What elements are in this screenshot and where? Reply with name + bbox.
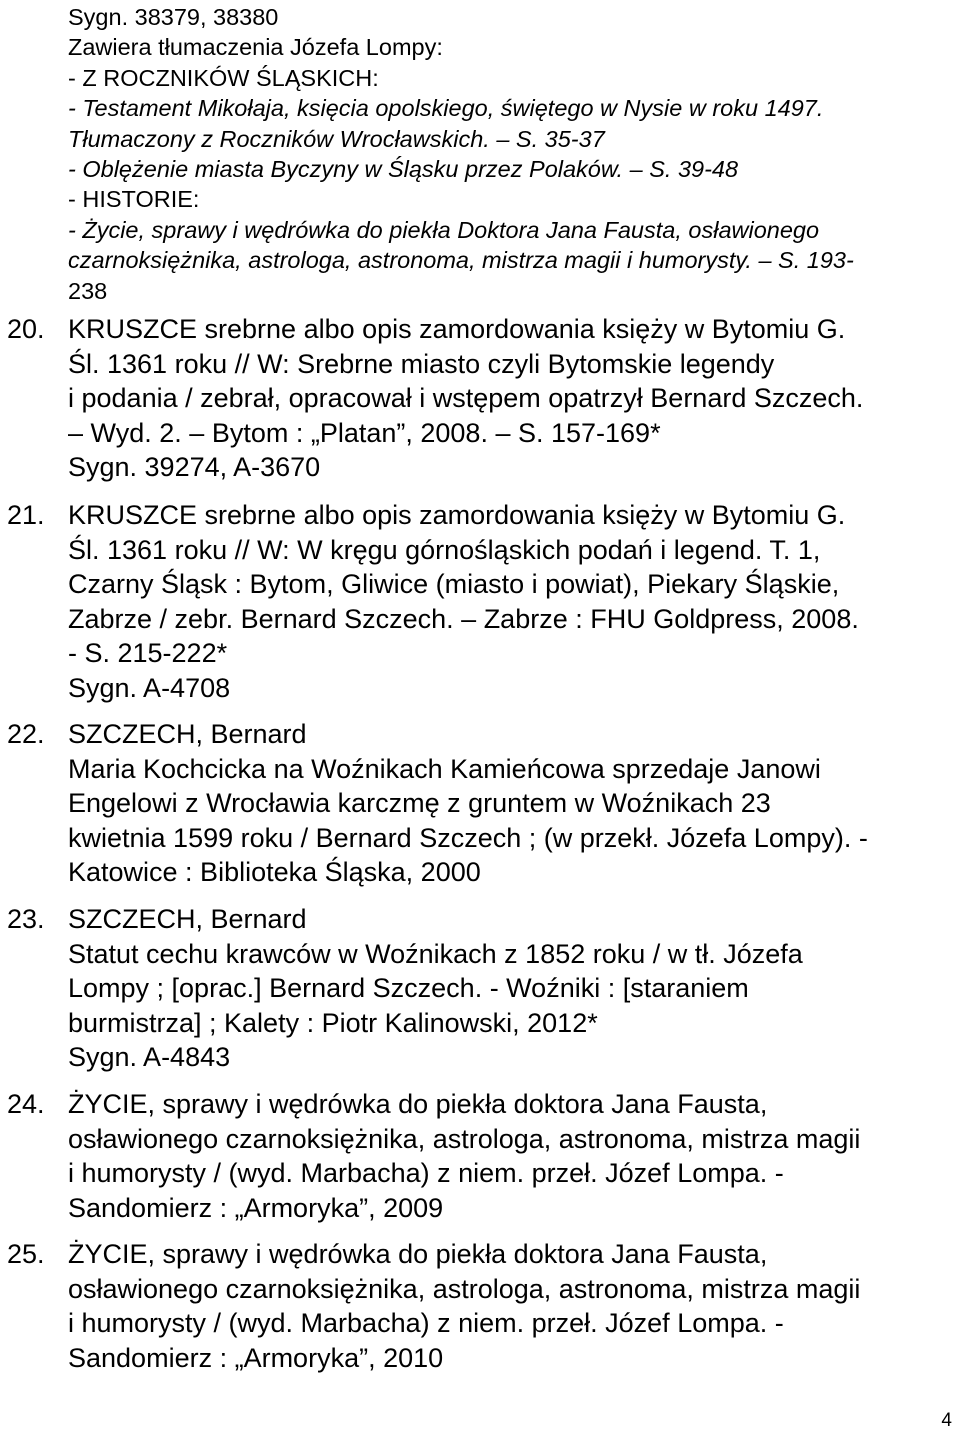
entry-line: KRUSZCE srebrne albo opis zamordowania księży w Bytomiu G. [68,500,846,530]
entry-line: Maria Kochcicka na Woźnikach Kamieńcowa sprzedaje Janowi [68,753,821,784]
entry-line: Sygn. A-4843 [68,1042,231,1073]
entry-line: osławionego czarnoksiężnika, astrologa, astronoma, mistrza magii [68,1123,861,1154]
intro-line: Zawiera tłumaczenia Józefa Lompy: [68,34,443,61]
entry-line: ŻYCIE, sprawy i wędrówka do piekła doktora Jana Fausta, [68,1089,768,1119]
entry-line: Statut cechu krawców w Woźnikach z 1852 roku / w tł. Józefa [68,938,803,969]
entry-line: Sandomierz : „Armoryka”, 2010 [68,1342,444,1373]
entry-line: osławionego czarnoksiężnika, astrologa, astronoma, mistrza magii [68,1273,861,1304]
intro-line: - Testament Mikołaja, księcia opolskiego, świętego w Nysie w roku 1497. [68,95,824,122]
entry-body [68,1087,958,1225]
intro-line: - HISTORIE: [68,186,200,213]
entry-number: 24. [7,1089,45,1119]
entry-body [68,1237,958,1375]
entry-line: Zabrze / zebr. Bernard Szczech. – Zabrze : FHU Goldpress, 2008. [68,603,859,634]
entry-line: burmistrza] ; Kalety : Piotr Kalinowski, 2012* [68,1007,598,1038]
entry-line: Śl. 1361 roku // W: Srebrne miasto czyli Bytomskie legendy [68,348,775,379]
entry-number: 25. [7,1239,45,1269]
intro-line: Tłumaczony z Roczników Wrocławskich. – S. 35-37 [68,125,605,152]
entry-line: Śl. 1361 roku // W: W kręgu górnośląskich podań i legend. T. 1, [68,534,821,565]
intro-line: - Życie, sprawy i wędrówka do piekła Doktora Jana Fausta, osławionego [68,216,820,243]
entry-number: 20. [7,314,45,344]
entry-number: 23. [7,904,45,934]
entry-line: Sandomierz : „Armoryka”, 2009 [68,1192,444,1223]
entry-line: Lompy ; [oprac.] Bernard Szczech. - Woźniki : [staraniem [68,973,749,1004]
entry-body [68,902,958,1075]
entry-line: kwietnia 1599 roku / Bernard Szczech ; (w przekł. Józefa Lompy). - [68,822,868,853]
entry-line: SZCZECH, Bernard [68,719,307,749]
entry-line: Katowice : Biblioteka Śląska, 2000 [68,857,481,888]
intro-line: - Oblężenie miasta Byczyny w Śląsku przez Polaków. – S. 39-48 [68,156,739,183]
intro-line: czarnoksiężnika, astrologa, astronoma, mistrza magii i humorysty. – S. 193- [68,247,854,274]
entry-line: KRUSZCE srebrne albo opis zamordowania księży w Bytomiu G. [68,314,846,344]
entry-line: Sygn. A-4708 [68,672,231,703]
entry-line: Engelowi z Wrocławia karczmę z gruntem w Woźnikach 23 [68,788,771,819]
entry-line: SZCZECH, Bernard [68,904,307,934]
entry-number: 22. [7,719,45,749]
intro-line: Sygn. 38379, 38380 [68,4,279,30]
intro-line: - Z ROCZNIKÓW ŚLĄSKICH: [68,64,379,91]
entry-line: – Wyd. 2. – Bytom : „Platan”, 2008. – S. 157-169* [68,417,661,448]
entry-line: Sygn. 39274, A-3670 [68,452,321,483]
entry-body [68,717,958,890]
entry-line: i humorysty / (wyd. Marbacha) z niem. przeł. Józef Lompa. - [68,1158,784,1189]
entry-line: - S. 215-222* [68,638,228,669]
entry-body [68,312,958,485]
entry-line: i podania / zebrał, opracował i wstępem opatrzył Bernard Szczech. [68,383,864,414]
entry-line: i humorysty / (wyd. Marbacha) z niem. przeł. Józef Lompa. - [68,1308,784,1339]
entry-line: ŻYCIE, sprawy i wędrówka do piekła doktora Jana Fausta, [68,1239,768,1269]
entry-line: Czarny Śląsk : Bytom, Gliwice (miasto i powiat), Piekary Śląskie, [68,569,840,600]
entry-number: 21. [7,500,45,530]
intro-line: 238 [68,277,108,304]
entry-body [68,498,958,706]
intro-block [68,2,948,306]
page-number: 4 [941,1410,952,1431]
